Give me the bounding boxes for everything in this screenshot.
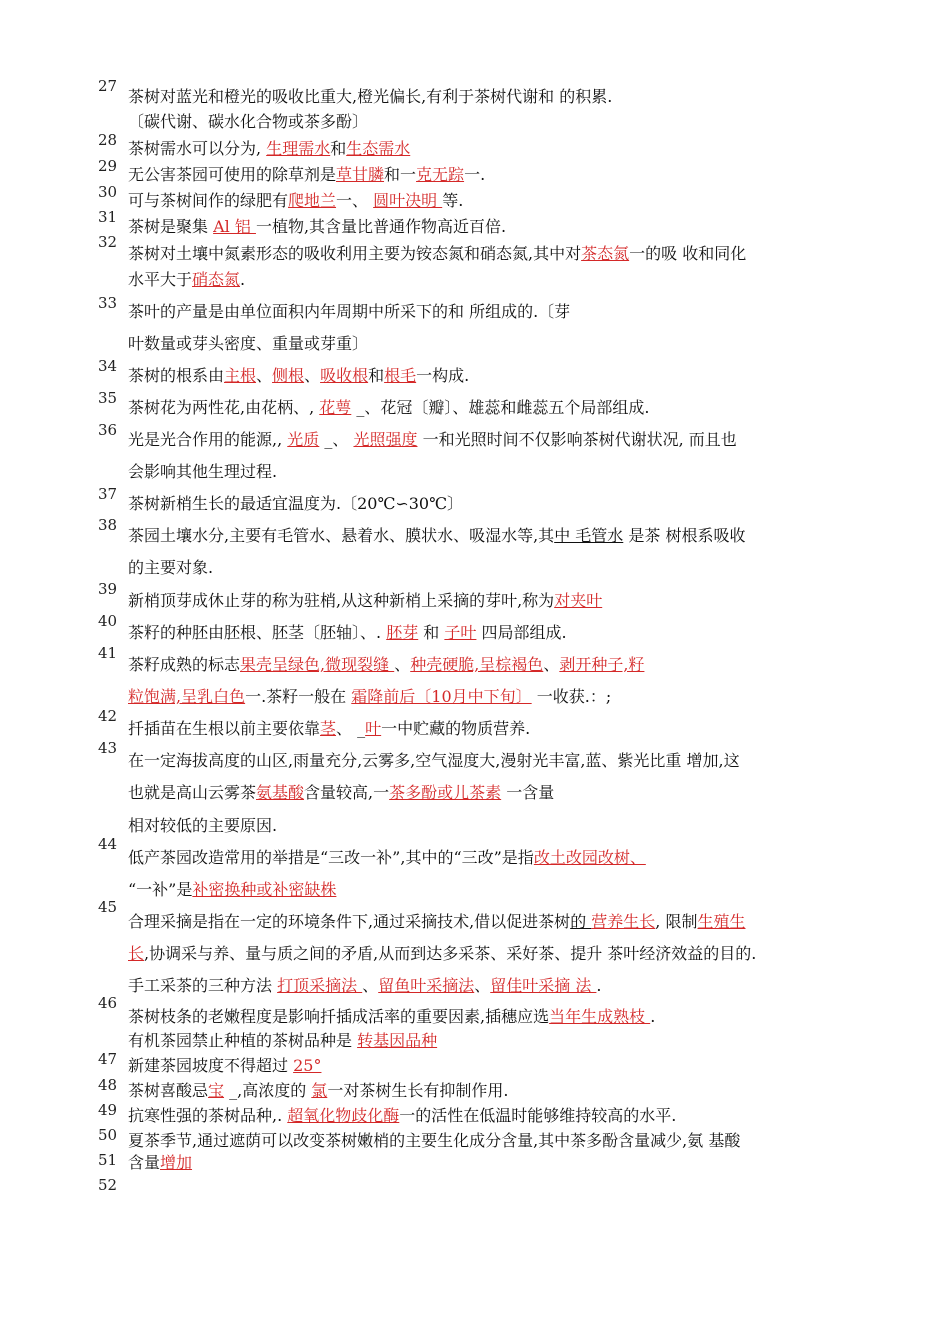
question-text: 低产茶园改造常用的举措是“三改一补”,其中的“三改”是指 — [128, 848, 534, 867]
question-text: 手工采茶的三种方法 — [128, 976, 278, 995]
question-33-line — [128, 301, 860, 323]
question-text: 可与茶树间作的绿肥有 — [128, 191, 289, 210]
answer-blank: 营养生长 — [591, 912, 656, 931]
question-46-line — [128, 975, 860, 997]
question-37-line — [128, 493, 860, 515]
answer-blank: 宝 — [208, 1081, 225, 1100]
answer-blank: 茶态氮 — [581, 244, 630, 263]
question-text: 和 — [418, 623, 445, 642]
question-text: 新梢顶芽成休止芽的称为驻梢,从这种新梢上采摘的芽叶,称为 — [128, 591, 555, 610]
question-text: 无公害茶园可使用的除草剂是 — [128, 165, 337, 184]
answer-blank: 草甘膦 — [336, 165, 385, 184]
answer-blank: 对夹叶 — [554, 591, 603, 610]
answer-blank: 25° — [293, 1056, 322, 1075]
question-27-line — [128, 86, 860, 108]
answer-blank: 超氧化物歧化酶 — [287, 1106, 400, 1125]
question-41-line-2 — [128, 686, 860, 708]
question-text: 的 — [570, 912, 592, 931]
question-32-line — [128, 243, 860, 265]
question-text: 一植物,其含量比普通作物高近百倍. — [255, 217, 507, 236]
question-number: 49 — [98, 1101, 118, 1119]
question-text: 和一 — [384, 165, 417, 184]
answer-blank: 子叶 — [444, 623, 477, 642]
answer-blank: 光质 — [287, 430, 320, 449]
question-51-line — [128, 1105, 860, 1127]
question-number: 28 — [98, 131, 118, 149]
question-number: 43 — [98, 739, 118, 757]
answer-blank: 氯 — [311, 1081, 328, 1100]
answer-blank: 种壳硬脆,呈棕褐色 — [410, 655, 544, 674]
question-text: 等. — [442, 191, 464, 210]
answer-blank: 留鱼叶采摘法 — [378, 976, 475, 995]
question-text: 茶籽成熟的标志 — [128, 655, 241, 674]
question-number: 51 — [98, 1151, 118, 1169]
question-text: 会影响其他生理过程. — [128, 462, 278, 481]
question-text: 一中贮藏的物质营养. — [381, 719, 531, 738]
question-28-line — [128, 138, 860, 160]
question-45-line — [128, 911, 860, 933]
question-text: 有机茶园禁止种植的茶树品种是 — [128, 1031, 358, 1050]
question-text: 和 — [368, 366, 385, 385]
question-27-answer-line — [128, 111, 860, 133]
answer-blank: 胚芽 — [386, 623, 419, 642]
answer-blank: Al 铝 — [213, 217, 256, 236]
question-text: . — [650, 1007, 656, 1026]
question-text: 一构成. — [416, 366, 470, 385]
question-33-line-2 — [128, 333, 860, 355]
question-text: 含量较高,一 — [304, 783, 390, 802]
question-36-line — [128, 429, 860, 451]
question-52-line — [128, 1130, 860, 1152]
question-text: 、 — [362, 976, 379, 995]
answer-blank: 果壳呈绿色,微现裂缝 — [240, 655, 395, 674]
answer-blank: 硝态氮 — [192, 270, 241, 289]
question-40-line — [128, 622, 860, 644]
question-number: 44 — [98, 835, 118, 853]
question-number: 30 — [98, 183, 118, 201]
answer-blank: 花萼 — [319, 398, 352, 417]
answer-blank: 生态需水 — [346, 139, 411, 158]
question-text: 一收获.：; — [531, 687, 612, 706]
question-39-line — [128, 590, 860, 612]
answer-blank: 克无踪 — [416, 165, 465, 184]
question-text: . — [240, 270, 246, 289]
question-number: 50 — [98, 1126, 118, 1144]
question-number: 36 — [98, 421, 118, 439]
question-text: 一含量 — [501, 783, 555, 802]
answer-blank: 主根 — [224, 366, 257, 385]
answer-blank: 爬地兰 — [288, 191, 337, 210]
question-48-line — [128, 1030, 860, 1052]
question-text: 相对较低的主要原因. — [128, 816, 278, 835]
question-41-line — [128, 654, 860, 676]
question-number: 45 — [98, 898, 118, 916]
answer-blank: 侧根 — [272, 366, 305, 385]
answer-blank: 当年生成熟枝 — [549, 1007, 651, 1026]
question-text: 茶树的根系由 — [128, 366, 225, 385]
question-number: 31 — [98, 208, 118, 226]
question-text: 和 — [330, 139, 347, 158]
question-number: 33 — [98, 294, 118, 312]
question-text: 水平大于 — [128, 270, 193, 289]
answer-blank: 霜降前后〔10月中下旬〕 — [351, 687, 532, 706]
question-47-line — [128, 1006, 860, 1028]
question-43-line-2 — [128, 782, 860, 804]
question-text: 、 — [543, 655, 560, 674]
question-text: 四局部组成. — [476, 623, 567, 642]
question-text: 一的吸 收和同化 — [629, 244, 747, 263]
question-text: , 限制 — [655, 912, 698, 931]
question-43-line-3 — [128, 815, 860, 837]
answer-blank: 增加 — [160, 1153, 193, 1172]
question-text: 茶树需水可以分为, — [128, 139, 267, 158]
question-number: 34 — [98, 357, 118, 375]
question-text: 茶树对土壤中氮素形态的吸收利用主要为铵态氮和硝态氮,其中对 — [128, 244, 582, 263]
question-number: 29 — [98, 157, 118, 175]
question-text: 茶园土壤水分,主要有毛管水、悬着水、膜状水、吸湿水等,其 — [128, 526, 555, 545]
question-text: _、 — [319, 430, 354, 449]
answer-blank: 氨基酸 — [256, 783, 305, 802]
answer-blank: 打顶采摘法 — [277, 976, 363, 995]
answer-blank: 根毛 — [384, 366, 417, 385]
question-text: 扦插苗在生根以前主要依靠 — [128, 719, 321, 738]
answer-blank: 长 — [128, 944, 145, 963]
answer-blank: 补密换种或补密缺株 — [192, 880, 337, 899]
question-text: 光是光合作用的能源,, — [128, 430, 288, 449]
question-text: 茶树喜酸忌 — [128, 1081, 209, 1100]
question-text: 的主要对象. — [128, 558, 214, 577]
answer-blank: 改土改园改树、 — [533, 848, 646, 867]
question-30-line — [128, 190, 860, 212]
question-50-line — [128, 1080, 860, 1102]
question-text: 新建茶园坡度不得超过 — [128, 1056, 294, 1075]
answer-blank: 生理需水 — [266, 139, 331, 158]
question-text: . — [596, 976, 602, 995]
question-text: 是茶 树根系吸收 — [623, 526, 746, 545]
question-number: 38 — [98, 516, 118, 534]
question-43-line — [128, 750, 860, 772]
question-text: 〔碳代谢、碳水化合物或茶多酚〕 — [128, 112, 369, 131]
question-36-line-2 — [128, 461, 860, 483]
question-38-line — [128, 525, 860, 547]
question-text: 一、 — [336, 191, 374, 210]
answer-blank: 留佳叶采摘 法 — [490, 976, 597, 995]
question-text: _、花冠〔瓣〕、雄蕊和雌蕊五个局部组成. — [351, 398, 650, 417]
question-text: 一的活性在低温时能够维持较高的水平. — [399, 1106, 677, 1125]
question-number: 27 — [98, 77, 118, 95]
question-42-line — [128, 718, 860, 740]
question-text: 茶树花为两性花,由花柄、, — [128, 398, 320, 417]
question-number: 52 — [98, 1176, 118, 1194]
question-34-line — [128, 365, 860, 387]
question-text: ,协调采与养、量与质之间的矛盾,从而到达多采茶、采好茶、提升 茶叶经济效益的目的. — [144, 944, 757, 963]
answer-blank: 吸收根 — [320, 366, 369, 385]
question-text: 叶数量或芽头密度、重量或芽重〕 — [128, 334, 369, 353]
question-text: 、 — [394, 655, 411, 674]
answer-blank: 粒饱满,呈乳白色 — [128, 687, 246, 706]
question-text: 茶树新梢生长的最适宜温度为.〔20℃∽30℃〕 — [128, 494, 464, 513]
answer-blank: 中 毛管水 — [554, 526, 624, 545]
answer-blank: 转基因品种 — [357, 1031, 438, 1050]
question-text: 一和光照时间不仅影响茶树代谢状况, 而且也 — [417, 430, 737, 449]
question-text: 、 — [474, 976, 491, 995]
question-49-line — [128, 1055, 860, 1077]
question-number: 42 — [98, 707, 118, 725]
question-text: 一.茶籽一般在 — [245, 687, 352, 706]
question-text: 、 — [304, 366, 321, 385]
question-31-line — [128, 216, 860, 238]
question-text: 茶树是聚集 — [128, 217, 214, 236]
answer-blank: 叶 — [365, 719, 382, 738]
answer-blank: 光照强度 — [353, 430, 418, 449]
question-text: 、 _ — [336, 719, 366, 738]
question-text: 抗寒性强的茶树品种,. — [128, 1106, 288, 1125]
question-number: 39 — [98, 580, 118, 598]
question-number: 46 — [98, 994, 118, 1012]
question-text: _,高浓度的 — [224, 1081, 312, 1100]
question-45-line-2 — [128, 943, 860, 965]
question-number: 37 — [98, 485, 118, 503]
question-text: 夏茶季节,通过遮荫可以改变茶树嫩梢的主要生化成分含量,其中茶多酚含量减少,氨 基酸 — [128, 1131, 741, 1150]
question-number: 41 — [98, 644, 118, 662]
question-38-line-2 — [128, 557, 860, 579]
question-text: 茶籽的种胚由胚根、胚茎〔胚轴〕、. — [128, 623, 387, 642]
question-44-line — [128, 847, 860, 869]
question-text: 在一定海拔高度的山区,雨量充分,云雾多,空气湿度大,漫射光丰富,蓝、紫光比重 增加,这 — [128, 751, 740, 770]
question-text: 茶叶的产量是由单位面积内年周期中所采下的和 所组成的.〔芽 — [128, 302, 571, 321]
question-32-line-2 — [128, 269, 860, 291]
question-number: 40 — [98, 612, 118, 630]
question-text: 含量 — [128, 1153, 161, 1172]
question-number: 47 — [98, 1050, 118, 1068]
question-text: 茶树对蓝光和橙光的吸收比重大,橙光偏长,有利于茶树代谢和 的积累. — [128, 87, 613, 106]
answer-blank: 剥开种子,籽 — [559, 655, 645, 674]
answer-blank: 茎 — [320, 719, 337, 738]
answer-blank: 茶多酚或儿茶素 — [389, 783, 502, 802]
question-52-line-2 — [128, 1152, 860, 1174]
question-text: 茶树枝条的老嫩程度是影响扦插成活率的重要因素,插穗应选 — [128, 1007, 550, 1026]
question-text: 也就是高山云雾茶 — [128, 783, 257, 802]
question-number: 35 — [98, 389, 118, 407]
question-number: 48 — [98, 1076, 118, 1094]
question-35-line — [128, 397, 860, 419]
question-text: 、 — [256, 366, 273, 385]
question-text: 合理采摘是指在一定的环境条件下,通过采摘技术,借以促进茶树 — [128, 912, 571, 931]
question-number: 32 — [98, 233, 118, 251]
answer-blank: 圆叶决明 — [373, 191, 443, 210]
question-text: 一. — [464, 165, 486, 184]
answer-blank: 生殖生 — [697, 912, 746, 931]
question-44-line-2 — [128, 879, 860, 901]
question-text: 一对茶树生长有抑制作用. — [327, 1081, 509, 1100]
question-text: “一补”是 — [128, 880, 193, 899]
question-29-line — [128, 164, 860, 186]
